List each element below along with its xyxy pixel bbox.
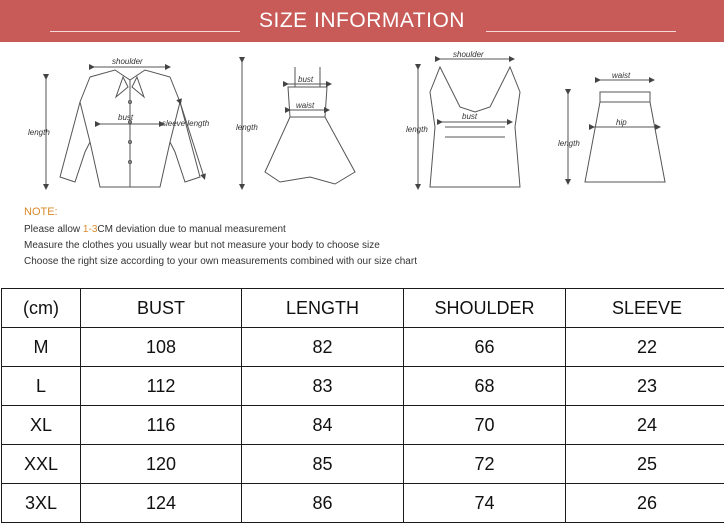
note-block [24,206,684,272]
size-table [1,288,724,523]
table-header: (cm) [2,289,81,328]
note-line-1-suffix: CM deviation due to manual measurement [97,224,286,235]
note-line-1-prefix: Please allow [24,224,83,235]
table-cell: 108 [81,328,242,367]
note-line-2: Measure the clothes you usually wear but not measure your body to choose size [24,240,380,251]
table-cell: 22 [566,328,724,367]
table-cell: 66 [404,328,566,367]
table-cell: XXL [2,445,81,484]
note-line-1 [24,224,684,235]
table-cell: 85 [242,445,404,484]
header-right-rule [486,31,676,32]
label-dress-length: length [236,123,258,132]
label-dress-bust: bust [298,75,314,84]
table-cell: 74 [404,484,566,523]
table-cell: 83 [242,367,404,406]
label-shirt-shoulder: shoulder [112,57,143,66]
table-cell: 120 [81,445,242,484]
table-cell: 82 [242,328,404,367]
table-header: SHOULDER [404,289,566,328]
garment-diagrams [20,42,704,212]
header-left-rule [50,31,240,32]
label-skirt-hip: hip [616,118,627,127]
table-cell: 23 [566,367,724,406]
label-skirt-length: length [558,139,580,148]
table-row [2,445,724,484]
table-row [2,484,724,523]
table-row [2,328,724,367]
table-cell: 68 [404,367,566,406]
table-cell: 26 [566,484,724,523]
label-shirt-length: length [28,128,50,137]
table-header: BUST [81,289,242,328]
table-cell: L [2,367,81,406]
table-cell: 124 [81,484,242,523]
table-header: LENGTH [242,289,404,328]
table-cell: 70 [404,406,566,445]
table-row [2,406,724,445]
label-tank-length: length [406,125,428,134]
table-cell: 112 [81,367,242,406]
skirt-diagram [568,80,665,182]
tank-diagram [418,59,520,187]
table-header: SLEEVE [566,289,724,328]
note-line-3: Choose the right size according to your own measurements combined with our size chart [24,256,417,267]
label-tank-bust: bust [462,112,478,121]
header-title: SIZE INFORMATION [259,9,465,32]
label-shirt-bust: bust [118,113,134,122]
label-dress-waist: waist [296,101,315,110]
header-banner [0,0,724,42]
note-title: NOTE: [24,206,58,218]
label-tank-shoulder: shoulder [453,50,484,59]
table-cell: 25 [566,445,724,484]
table-cell: 24 [566,406,724,445]
table-header-row [2,289,724,328]
table-row [2,367,724,406]
table-cell: 84 [242,406,404,445]
table-cell: M [2,328,81,367]
label-shirt-sleeve: sleeve length [162,119,210,128]
label-skirt-waist: waist [612,71,631,80]
table-cell: 72 [404,445,566,484]
table-cell: 116 [81,406,242,445]
table-cell: 3XL [2,484,81,523]
table-cell: 86 [242,484,404,523]
table-cell: XL [2,406,81,445]
note-line-1-highlight: 1-3 [82,224,98,235]
